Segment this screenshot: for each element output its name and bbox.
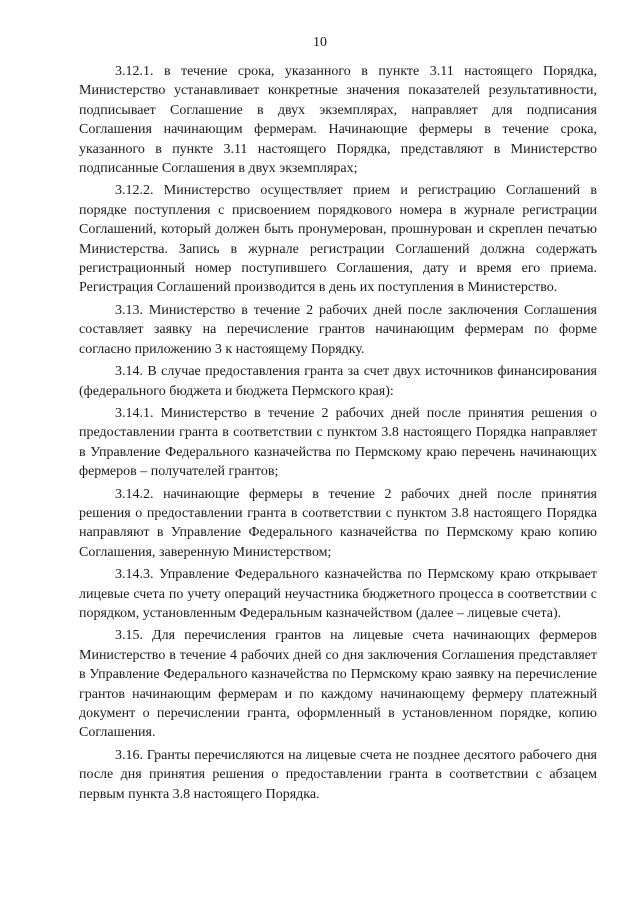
paragraph-3-14-3: 3.14.3. Управление Федерального казначейства по Пермскому краю открывает лицевые счета по учету операций неучастника бюджетного процесса в соответствии с порядком, установленным Федеральным казначейством (далее – лицевые счета). [79, 567, 597, 621]
paragraph-3-12-1: 3.12.1. в течение срока, указанного в пункте 3.11 настоящего Порядка, Министерство устанавливает конкретные значения показателей результативности, подписывает Соглашение в двух экземплярах, направляет для подписания Соглашения начинающим фермерам. Начинающие фермеры в течение срока, указанного в пункте 3.11 настоящего Порядка, представляют в Министерство подписанные Соглашения в двух экземплярах; [79, 64, 597, 177]
paragraph-3-12-2: 3.12.2. Министерство осуществляет прием и регистрацию Соглашений в порядке поступления с присвоением порядкового номера в журнале регистрации Соглашений, который должен быть пронумерован, прошнурован и скреплен печатью Министерства. Запись в журнале регистрации Соглашений должна содержать регистрационный номер поступившего Соглашения, дату и время его приема. Регистрация Соглашений производится в день их поступления в Министерство. [79, 183, 597, 296]
paragraph-3-14-2: 3.14.2. начинающие фермеры в течение 2 рабочих дней после принятия решения о предоставлении гранта в соответствии с пунктом 3.8 настоящего Порядка направляют в Управление Федерального казначейства по Пермскому краю копию Соглашения, заверенную Министерством; [79, 486, 597, 560]
paragraph-3-14: 3.14. В случае предоставления гранта за счет двух источников финансирования (федерального бюджета и бюджета Пермского края): [79, 364, 597, 399]
paragraph-3-14-1: 3.14.1. Министерство в течение 2 рабочих дней после принятия решения о предоставлении гранта в соответствии с пунктом 3.8 настоящего Порядка направляет в Управление Федерального казначейства по Пермскому краю перечень начинающих фермеров – получателей грантов; [79, 405, 597, 480]
paragraph-3-15: 3.15. Для перечисления грантов на лицевые счета начинающих фермеров Министерство в течение 4 рабочих дней со дня заключения Соглашения представляет в Управление Федерального казначейства по Пермскому краю заявку на перечисление грантов начинающим фермерам и по каждому начинающему фермеру платежный документ о перечислении гранта, оформленный в установленном порядке, копию Соглашения. [79, 628, 597, 741]
paragraph-3-16: 3.16. Гранты перечисляются на лицевые счета не позднее десятого рабочего дня после дня принятия решения о предоставлении гранта в соответствии с абзацем первым пункта 3.8 настоящего Порядка. [79, 747, 597, 802]
document-body [79, 62, 597, 807]
page-number: 10 [313, 35, 327, 50]
paragraph-3-13: 3.13. Министерство в течение 2 рабочих дней после заключения Соглашения составляет заявку на перечисление грантов начинающим фермерам по форме согласно приложению 3 к настоящему Порядку. [79, 302, 597, 357]
